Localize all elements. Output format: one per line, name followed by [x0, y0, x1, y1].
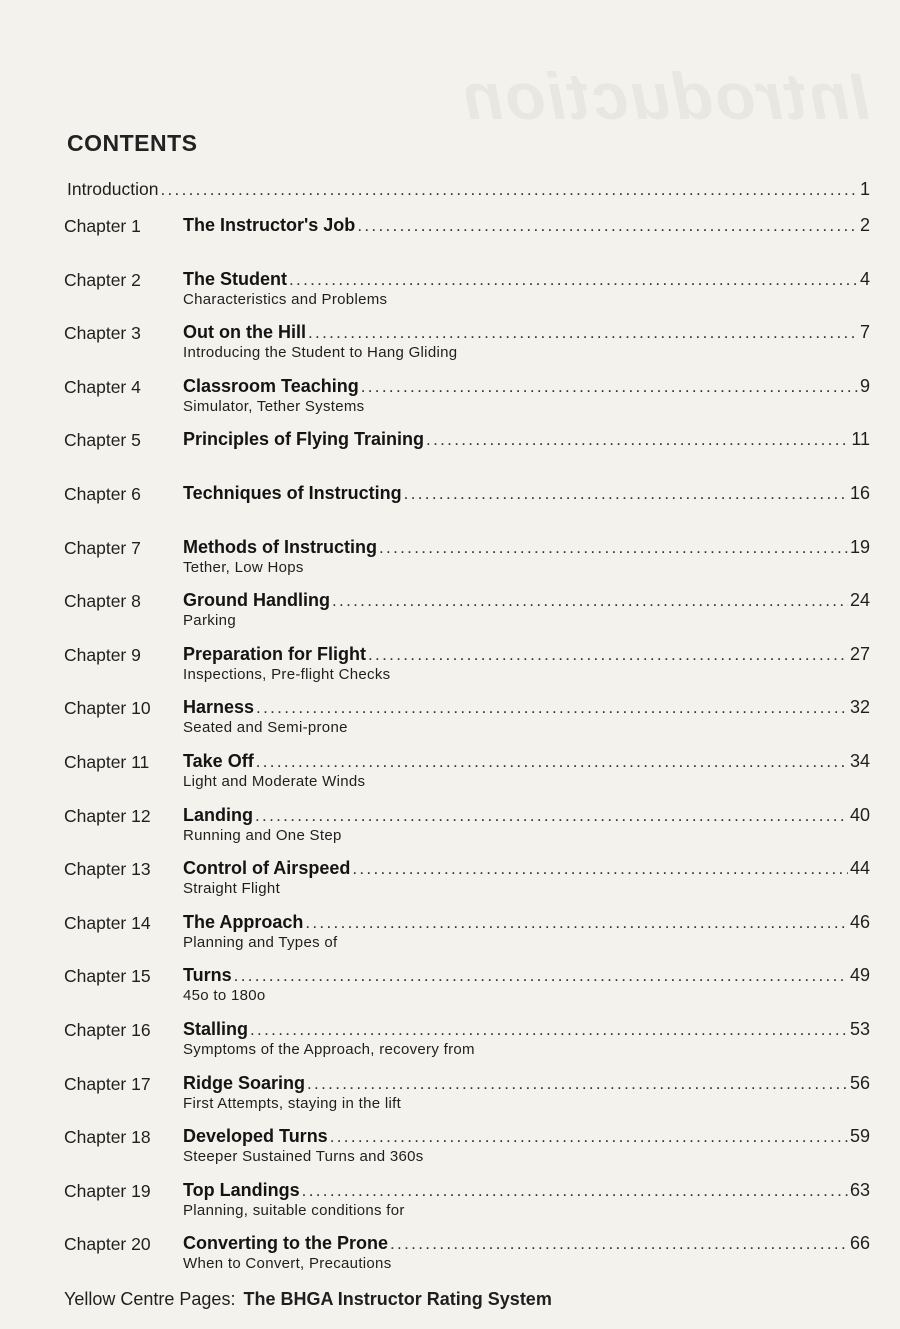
chapter-entry — [64, 1019, 870, 1073]
chapter-body — [183, 1233, 870, 1272]
chapter-entry — [64, 483, 870, 537]
chapter-title: The Instructor's Job — [183, 215, 356, 235]
chapter-page: 63 — [849, 1179, 870, 1200]
chapter-body — [183, 805, 870, 844]
chapter-title-line — [183, 376, 870, 397]
dot-leader — [256, 752, 848, 772]
chapter-page: 11 — [851, 429, 870, 450]
chapter-subtitle: First Attempts, staying in the lift — [183, 1094, 402, 1112]
chapter-subtitle: Steeper Sustained Turns and 360s — [183, 1148, 424, 1166]
chapter-subtitle: Planning, suitable conditions for — [183, 1201, 405, 1219]
chapter-title: The Approach — [183, 911, 304, 932]
chapter-label: Chapter 15 — [64, 966, 151, 987]
chapter-page: 56 — [849, 1072, 870, 1093]
chapter-title: Ground Handling — [183, 590, 330, 611]
chapter-page: 19 — [849, 536, 870, 557]
chapter-body — [183, 697, 870, 736]
chapter-title: Control of Airspeed — [183, 858, 351, 879]
chapter-label: Chapter 10 — [64, 698, 151, 719]
chapter-title: Turns — [183, 965, 232, 986]
chapter-subtitle: Seated and Semi-prone — [183, 719, 348, 737]
chapter-label: Chapter 13 — [64, 859, 151, 880]
yellow-pages-title: The BHGA Instructor Rating System — [243, 1288, 552, 1309]
chapter-label: Chapter 4 — [64, 376, 141, 397]
chapter-label: Chapter 18 — [64, 1127, 151, 1148]
chapter-body — [183, 1180, 870, 1219]
chapter-entry — [64, 965, 870, 1019]
chapter-title: Classroom Teaching — [183, 375, 359, 396]
chapter-title-line — [183, 805, 870, 826]
chapter-body — [183, 537, 870, 576]
chapter-title-line — [183, 215, 870, 236]
chapter-entry — [64, 751, 870, 805]
chapter-page: 40 — [849, 804, 870, 825]
chapter-title: Ridge Soaring — [183, 1072, 306, 1093]
chapter-title: Stalling — [183, 1018, 249, 1039]
chapter-subtitle: Light and Moderate Winds — [183, 772, 366, 790]
chapter-entry — [64, 269, 870, 323]
chapter-title-line — [183, 483, 870, 504]
chapter-title: The Student — [183, 268, 287, 289]
dot-leader — [404, 484, 848, 504]
dot-leader — [250, 1020, 848, 1040]
chapter-title-line — [183, 590, 870, 611]
chapter-entry — [64, 697, 870, 751]
chapter-label: Chapter 17 — [64, 1073, 151, 1094]
chapter-subtitle: Inspections, Pre-flight Checks — [183, 665, 391, 683]
chapter-label: Chapter 14 — [64, 912, 151, 933]
chapter-entry — [64, 912, 870, 966]
chapter-page: 2 — [859, 215, 870, 235]
dot-leader — [332, 591, 848, 611]
dot-leader — [390, 1234, 848, 1254]
chapter-title-line — [183, 1233, 870, 1254]
chapter-body — [183, 376, 870, 415]
chapter-title-line — [183, 322, 870, 343]
chapter-subtitle: Straight Flight — [183, 880, 281, 898]
chapter-title-line — [183, 429, 870, 450]
chapter-body — [183, 1019, 870, 1058]
chapter-title-line — [183, 1073, 870, 1094]
chapter-label: Chapter 6 — [64, 483, 141, 504]
chapter-subtitle: Parking — [183, 612, 236, 630]
chapter-title: Techniques of Instructing — [183, 482, 402, 503]
dot-leader — [308, 323, 858, 343]
chapter-entry — [64, 429, 870, 483]
chapter-body — [183, 912, 870, 951]
chapter-title: Out on the Hill — [183, 322, 306, 343]
dot-leader — [256, 698, 848, 718]
chapter-page: 7 — [859, 322, 870, 343]
chapter-entry — [64, 1073, 870, 1127]
chapter-label: Chapter 9 — [64, 644, 141, 665]
dot-leader — [379, 538, 848, 558]
chapter-title-line — [183, 269, 870, 290]
chapter-entry — [64, 376, 870, 430]
chapter-subtitle: When to Convert, Precautions — [183, 1255, 392, 1273]
introduction-page: 1 — [859, 179, 870, 199]
chapter-page: 59 — [849, 1126, 870, 1147]
chapter-page: 16 — [849, 482, 870, 503]
chapter-entry — [64, 858, 870, 912]
dot-leader — [368, 645, 848, 665]
yellow-centre-pages — [64, 1289, 870, 1310]
chapter-entry — [64, 1126, 870, 1180]
chapter-title-line — [183, 912, 870, 933]
chapter-title: Developed Turns — [183, 1126, 328, 1147]
chapter-page: 49 — [849, 965, 870, 986]
dot-leader — [361, 377, 858, 397]
chapter-list — [64, 215, 870, 1287]
chapter-title-line — [183, 751, 870, 772]
chapter-page: 4 — [859, 268, 870, 289]
dot-leader — [330, 1127, 848, 1147]
chapter-body — [183, 858, 870, 897]
chapter-subtitle: Running and One Step — [183, 826, 342, 844]
chapter-body — [183, 269, 870, 308]
chapter-page: 32 — [849, 697, 870, 718]
dot-leader — [305, 913, 848, 933]
chapter-entry — [64, 805, 870, 859]
introduction-entry — [64, 179, 870, 215]
chapter-title: Converting to the Prone — [183, 1233, 389, 1254]
chapter-page: 46 — [849, 911, 870, 932]
chapter-label: Chapter 12 — [64, 805, 151, 826]
chapter-entry — [64, 644, 870, 698]
chapter-body — [183, 751, 870, 790]
yellow-pages-prefix: Yellow Centre Pages: — [64, 1288, 236, 1309]
dot-leader — [307, 1074, 848, 1094]
chapter-page: 9 — [859, 375, 870, 396]
chapter-title: Methods of Instructing — [183, 536, 377, 557]
chapter-entry — [64, 215, 870, 269]
chapter-page: 44 — [849, 858, 870, 879]
chapter-label: Chapter 16 — [64, 1019, 151, 1040]
chapter-title: Preparation for Flight — [183, 643, 367, 664]
chapter-title-line — [183, 1180, 870, 1201]
chapter-label: Chapter 8 — [64, 591, 141, 612]
chapter-title: Take Off — [183, 750, 254, 771]
dot-leader — [234, 966, 848, 986]
chapter-entry — [64, 322, 870, 376]
chapter-page: 24 — [849, 590, 870, 611]
chapter-body — [183, 590, 870, 629]
chapter-page: 27 — [849, 643, 870, 664]
chapter-label: Chapter 20 — [64, 1234, 151, 1255]
chapter-title-line — [183, 1019, 870, 1040]
chapter-page: 53 — [849, 1018, 870, 1039]
chapter-title: Harness — [183, 697, 255, 718]
dot-leader — [255, 806, 848, 826]
chapter-body — [183, 215, 870, 236]
chapter-entry — [64, 1180, 870, 1234]
chapter-title-line — [183, 697, 870, 718]
chapter-subtitle: Introducing the Student to Hang Gliding — [183, 344, 458, 362]
chapter-title-line — [183, 644, 870, 665]
chapter-title-line — [183, 858, 870, 879]
chapter-body — [183, 483, 870, 504]
contents-page — [64, 130, 870, 1310]
chapter-title-line — [183, 965, 870, 986]
chapter-entry — [64, 537, 870, 591]
chapter-entry — [64, 1233, 870, 1287]
chapter-entry — [64, 590, 870, 644]
chapter-title: Principles of Flying Training — [183, 429, 425, 450]
chapter-subtitle: Characteristics and Problems — [183, 290, 388, 308]
chapter-body — [183, 429, 870, 450]
chapter-title: Landing — [183, 804, 253, 825]
chapter-subtitle: Symptoms of the Approach, recovery from — [183, 1040, 475, 1058]
chapter-label: Chapter 5 — [64, 430, 141, 451]
chapter-subtitle: Simulator, Tether Systems — [183, 397, 365, 415]
chapter-subtitle: Planning and Types of — [183, 933, 338, 951]
chapter-body — [183, 322, 870, 361]
chapter-title-line — [183, 1126, 870, 1147]
contents-heading: CONTENTS — [67, 130, 198, 156]
chapter-label: Chapter 3 — [64, 323, 141, 344]
chapter-body — [183, 1126, 870, 1165]
dot-leader — [289, 270, 858, 290]
chapter-label: Chapter 19 — [64, 1180, 151, 1201]
dot-leader — [302, 1181, 848, 1201]
dot-leader — [352, 859, 848, 879]
dot-leader — [160, 180, 858, 200]
chapter-label: Chapter 1 — [64, 216, 141, 236]
chapter-page: 34 — [849, 750, 870, 771]
introduction-title: Introduction — [67, 179, 159, 199]
chapter-title: Top Landings — [183, 1179, 300, 1200]
chapter-body — [183, 1073, 870, 1112]
chapter-page: 66 — [849, 1233, 870, 1254]
chapter-label: Chapter 2 — [64, 269, 141, 290]
chapter-label: Chapter 7 — [64, 537, 141, 558]
bleed-through-watermark — [461, 58, 870, 134]
dot-leader — [357, 216, 858, 236]
chapter-body — [183, 644, 870, 683]
chapter-subtitle: Tether, Low Hops — [183, 558, 304, 576]
dot-leader — [426, 430, 849, 450]
chapter-label: Chapter 11 — [64, 751, 150, 772]
chapter-body — [183, 965, 870, 1004]
chapter-title-line — [183, 537, 870, 558]
chapter-subtitle: 45o to 180o — [183, 987, 266, 1005]
